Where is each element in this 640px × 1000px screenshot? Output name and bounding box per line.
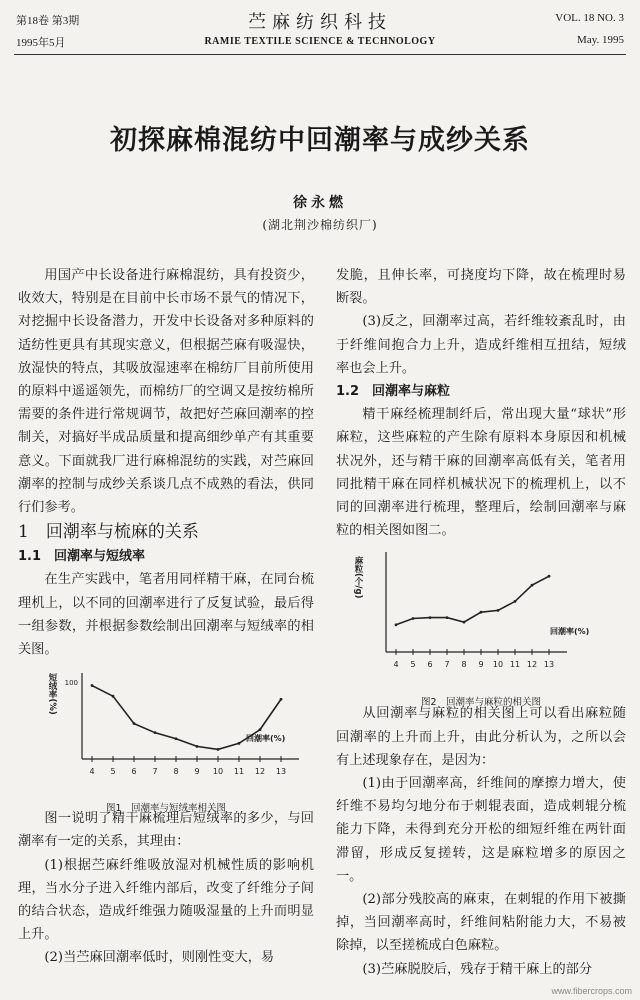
x-tick-label: 8: [173, 767, 179, 777]
affiliation: (湖北荆沙棉纺织厂): [262, 218, 378, 232]
figure-caption: 图1 回潮率与短绒率相关图: [105, 803, 227, 815]
x-tick-label: 6: [427, 660, 433, 670]
data-point: [480, 611, 483, 614]
paragraph: 精干麻经梳理制纤后，常出现大量“球状”形麻粒，这些麻粒的产生除有原料本身原因和机械状况外，还与精干麻的回潮率高低有关，笔者用同批精干麻在同样机械状况下的梳理机上，以不同的回潮率进行梳理，整理后，绘制回潮率与麻粒的相关图如图二。: [336, 407, 626, 539]
paragraph: 从回潮率与麻粒的相关图上可以看出麻粒随回潮率的上升而上升，由此分析认为，之所以会有上述现象存在，是因为：: [336, 706, 626, 768]
x-tick-label: 11: [233, 767, 245, 777]
x-tick-label: 13: [275, 767, 287, 777]
data-point: [196, 745, 199, 748]
x-axis-label: 回潮率(%): [550, 627, 590, 637]
data-point: [514, 600, 517, 603]
x-tick-label: 9: [478, 660, 484, 670]
data-point: [133, 722, 136, 725]
issue-date: 1995年5月: [16, 37, 66, 49]
data-point: [280, 698, 283, 701]
article-title: 初探麻棉混纺中回潮率与成纱关系: [110, 125, 530, 156]
x-tick-label: 4: [393, 660, 399, 670]
x-tick-label: 6: [131, 767, 137, 777]
paragraph: 发脆，且伸长率，可挠度均下降，故在梳理时易断裂。: [336, 268, 626, 307]
x-tick-label: 4: [89, 767, 95, 777]
x-tick-label: 11: [509, 660, 521, 670]
x-tick-label: 12: [254, 767, 266, 777]
x-tick-label: 7: [444, 660, 450, 670]
volume-issue: 第18卷 第3期: [16, 15, 80, 27]
paragraph: (1)由于回潮率高，纤维间的摩擦力增大，使纤维不易均匀地分布于刺辊表面，造成刺辊分梳能力下降，未得到充分开松的细短纤维在两针面滞留，形成反复搓转，这是麻粒增多的原因之一。: [336, 776, 626, 884]
x-tick-label: 12: [526, 660, 538, 670]
series-line: [396, 577, 549, 626]
data-point: [412, 618, 415, 621]
section-heading: 1 回潮率与梳麻的关系: [18, 522, 199, 543]
y-axis-label: 麻粒(个/g): [353, 556, 363, 599]
journal-title-en: RAMIE TEXTILE SCIENCE & TECHNOLOGY: [204, 36, 436, 47]
data-point: [154, 732, 157, 735]
paragraph: (1)根据苎麻纤维吸放湿对机械性质的影响机理，当水分子进入纤维内部后，改变了纤维分子间的结合状态，造成纤维强力随吸湿量的上升而明显上升。: [18, 857, 314, 943]
x-tick-label: 8: [461, 660, 467, 670]
right-column: [336, 264, 626, 981]
paragraph: (2)部分残胶高的麻束，在刺辊的作用下被撕掉，当回潮率高时，纤维间粘附能力大，不易被除掉，以至搓梳成白色麻粒。: [336, 892, 626, 954]
data-point: [463, 621, 466, 624]
chart-2: [336, 550, 626, 682]
paragraph: (3)反之，回潮率过高，若纤维较紊乱时，由于纤维间抱合力上升，造成纤维相互扭结，短绒率也会上升。: [336, 314, 626, 376]
watermark: www.fibercrops.com: [551, 986, 632, 996]
left-column: [18, 264, 314, 970]
y-tick-label: 100: [64, 679, 78, 688]
header-rule: [14, 54, 626, 55]
data-point: [395, 624, 398, 627]
paragraph: 在生产实践中，笔者用同样精干麻，在同台梳理机上，以不同的回潮率进行了反复试验，最后得一组参数，并根据参数绘制出回潮率与短绒率的相关图。: [18, 572, 314, 658]
x-tick-label: 7: [152, 767, 158, 777]
x-tick-label: 10: [212, 767, 224, 777]
paragraph: (2)当苎麻回潮率低时，则刚性变大，易: [44, 950, 275, 966]
paragraph: 图一说明了精干麻梳理后短绒率的多少，与回潮率有一定的关系，其理由：: [18, 811, 314, 850]
subsection-heading: 1.1 回潮率与短绒率: [18, 549, 146, 565]
data-point: [91, 684, 94, 687]
data-point: [429, 617, 432, 620]
chart-1: [18, 667, 314, 789]
x-axis-label: 回潮率(%): [246, 734, 286, 744]
data-point: [548, 575, 551, 578]
figure-caption: 图2 回潮率与麻粒的相关图: [420, 696, 542, 708]
author: 徐永燃: [293, 195, 347, 211]
x-tick-label: 5: [410, 660, 416, 670]
y-axis-label: 短绒率(%): [47, 673, 57, 716]
x-tick-label: 5: [110, 767, 116, 777]
data-point: [217, 748, 220, 751]
paragraph: (3)苎麻脱胶后，残存于精干麻上的部分: [362, 961, 593, 977]
data-point: [497, 609, 500, 612]
volume-issue-en: VOL. 18 NO. 3: [555, 12, 624, 24]
data-point: [112, 695, 115, 698]
issue-date-en: May. 1995: [577, 34, 624, 46]
paragraph: 用国产中长设备进行麻棉混纺，具有投资少，收效大，特别是在目前中长市场不景气的情况下，对挖掘中长设备潜力，开发中长设备对多种原料的适纺性更具有其现实意义，但根据苎麻有吸湿快，放湿快的特点，其吸放湿速率在棉纺厂目前所使用的原料中遥遥领先，而棉纺厂的空调又是按纺棉所需要的条件进行常规调节，故把好苎麻回潮率的控制关，对搞好半成品质量和提高细纱单产有其重要意义。下面就我厂进行麻棉混纺的实践，对苎麻回潮率的控制与成纱关系谈几点不成熟的看法，供同行们参考。: [18, 268, 314, 516]
data-point: [238, 742, 241, 745]
x-tick-label: 10: [492, 660, 504, 670]
figure-2: [336, 550, 626, 708]
data-point: [175, 738, 178, 741]
subsection-heading: 1.2 回潮率与麻粒: [336, 384, 451, 400]
journal-title: 苎麻纺织科技: [248, 12, 392, 33]
data-point: [531, 584, 534, 587]
data-point: [446, 617, 449, 620]
x-tick-label: 9: [194, 767, 200, 777]
figure-1: [18, 667, 314, 815]
data-point: [259, 728, 262, 731]
x-tick-label: 13: [543, 660, 555, 670]
